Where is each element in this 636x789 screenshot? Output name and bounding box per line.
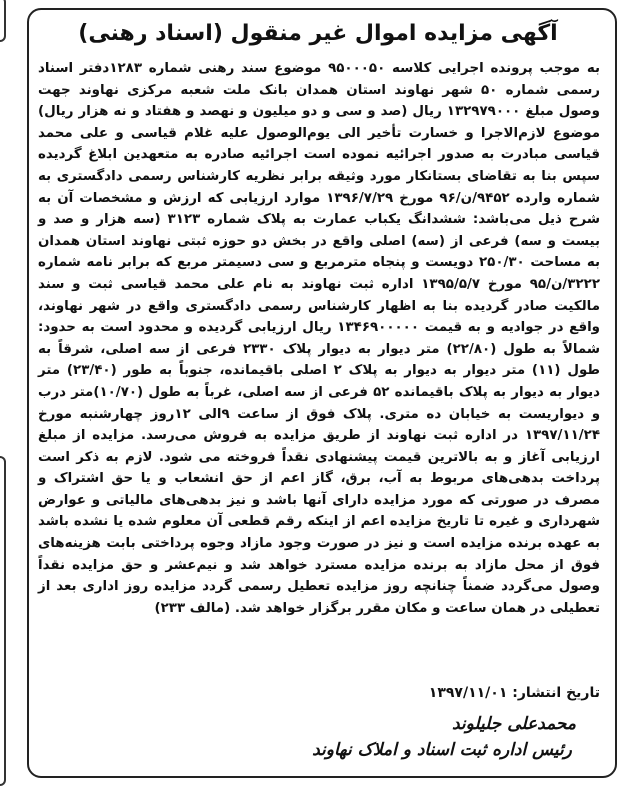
- signatory-name: محمدعلی جلیلوند: [451, 714, 576, 734]
- page-edge-bottom: [0, 456, 6, 786]
- publication-date: تاریخ انتشار: ۱۳۹۷/۱۱/۰۱: [428, 685, 600, 701]
- page-edge-top: [0, 0, 6, 42]
- notice-title: آگهی مزایده اموال غیر منقول (اسناد رهنی): [78, 21, 558, 46]
- signatory-title: رئیس اداره ثبت اسناد و املاک نهاوند: [312, 740, 572, 760]
- notice-body: به موجب پرونده اجرایی کلاسه ۹۵۰۰۰۵۰ موضوع سند رهنی شماره ۱۲۸۳دفتر اسناد رسمی شماره ۵۰ شهر نهاوند استان همدان بانک ملت شعبه مرکزی نهاوند جهت وصول مبلغ ۱۳۲۹۷۹۰۰۰ ریال (صد و سی و دو میلیون و نهصد و هفتاد و نه هزار ریال) موضوع لازم‌الاجرا و خسارت تأخیر الی یوم‌الوصول علیه غلام قیاسی و علی محمد قیاسی مبادرت به صدور اجرائیه نموده است اجرائیه صادره به متعهدین ابلاغ گردیده سپس بنا به تقاضای بستانکار مورد وثیقه برابر نظریه کارشناس رسمی دادگستری به شماره وارده ۹۴۵۲/ن/۹۶ مورخ ۱۳۹۶/۷/۲۹ موارد ارزیابی که ارزش و مشخصات آن به شرح ذیل می‌باشد: ششدانگ یکباب عمارت به پلاک شماره ۳۱۲۳ (سه هزار و صد و بیست و سه) فرعی از (سه) اصلی واقع در بخش دو حوزه ثبتی نهاوند استان همدان به مساحت ۲۵۰/۳۰ دویست و پنجاه مترمربع و سی دسیمتر مربع که برابر نامه شماره ۳۲۲۲/ن/۹۵ مورخ ۱۳۹۵/۵/۷ اداره ثبت نهاوند به نام علی محمد قیاسی ثبت و سند مالکیت صادر گردیده بنا به اظهار کارشناس رسمی دادگستری واقع در شهر نهاوند، واقع در جوادیه و به قیمت ۱۳۴۶۹۰۰۰۰۰ ریال ارزیابی گردیده و محدود است به حدود: شمالاً به طول (۲۲/۸۰) متر دیوار به دیوار پلاک ۲۳۳۰ فرعی از سه اصلی، شرقاً به طول (۱۱) متر دیوار به دیوار به پلاک ۲ اصلی باقیمانده، جنوباً به طور (۲۳/۴۰) متر دیوار به دیوار به پلاک باقیمانده ۵۲ فرعی از سه اصلی، غرباً به طول (۱۰/۷۰)متر درب و دیواریست به خیابان ده متری. پلاک فوق از ساعت ۹الی ۱۲روز چهارشنبه مورخ ۱۳۹۷/۱۱/۲۴ در اداره ثبت نهاوند از طریق مزایده به فروش می‌رسد. مزایده از مبلغ ارزیابی آغاز و به بالاترین قیمت پیشنهادی نقداً فروخته می شود. لازم به ذکر است پرداخت بدهی‌های مربوط به آب، برق، گاز اعم از حق انشعاب و یا حق اشتراک و مصرف در صورتی که مورد مزایده دارای آنها باشد و نیز بدهی‌های مالیاتی و عوارض شهرداری و غیره تا تاریخ مزایده اعم از اینکه رقم قطعی آن معلوم شده یا نشده باشد به عهده برنده مزایده است و نیز در صورت وجود مازاد وجوه پرداختی بابت هزینه‌های فوق از محل مازاد به برنده مزایده مسترد خواهد شد و نیم‌عشر و حق مزایده نقداً وصول می‌گردد ضمناً چنانچه روز مزایده تعطیل رسمی گردد مزایده روز اداری بعد از تعطیلی در همان ساعت و مکان مقرر برگزار خواهد شد. (مالف ۲۳۳): [38, 61, 601, 616]
